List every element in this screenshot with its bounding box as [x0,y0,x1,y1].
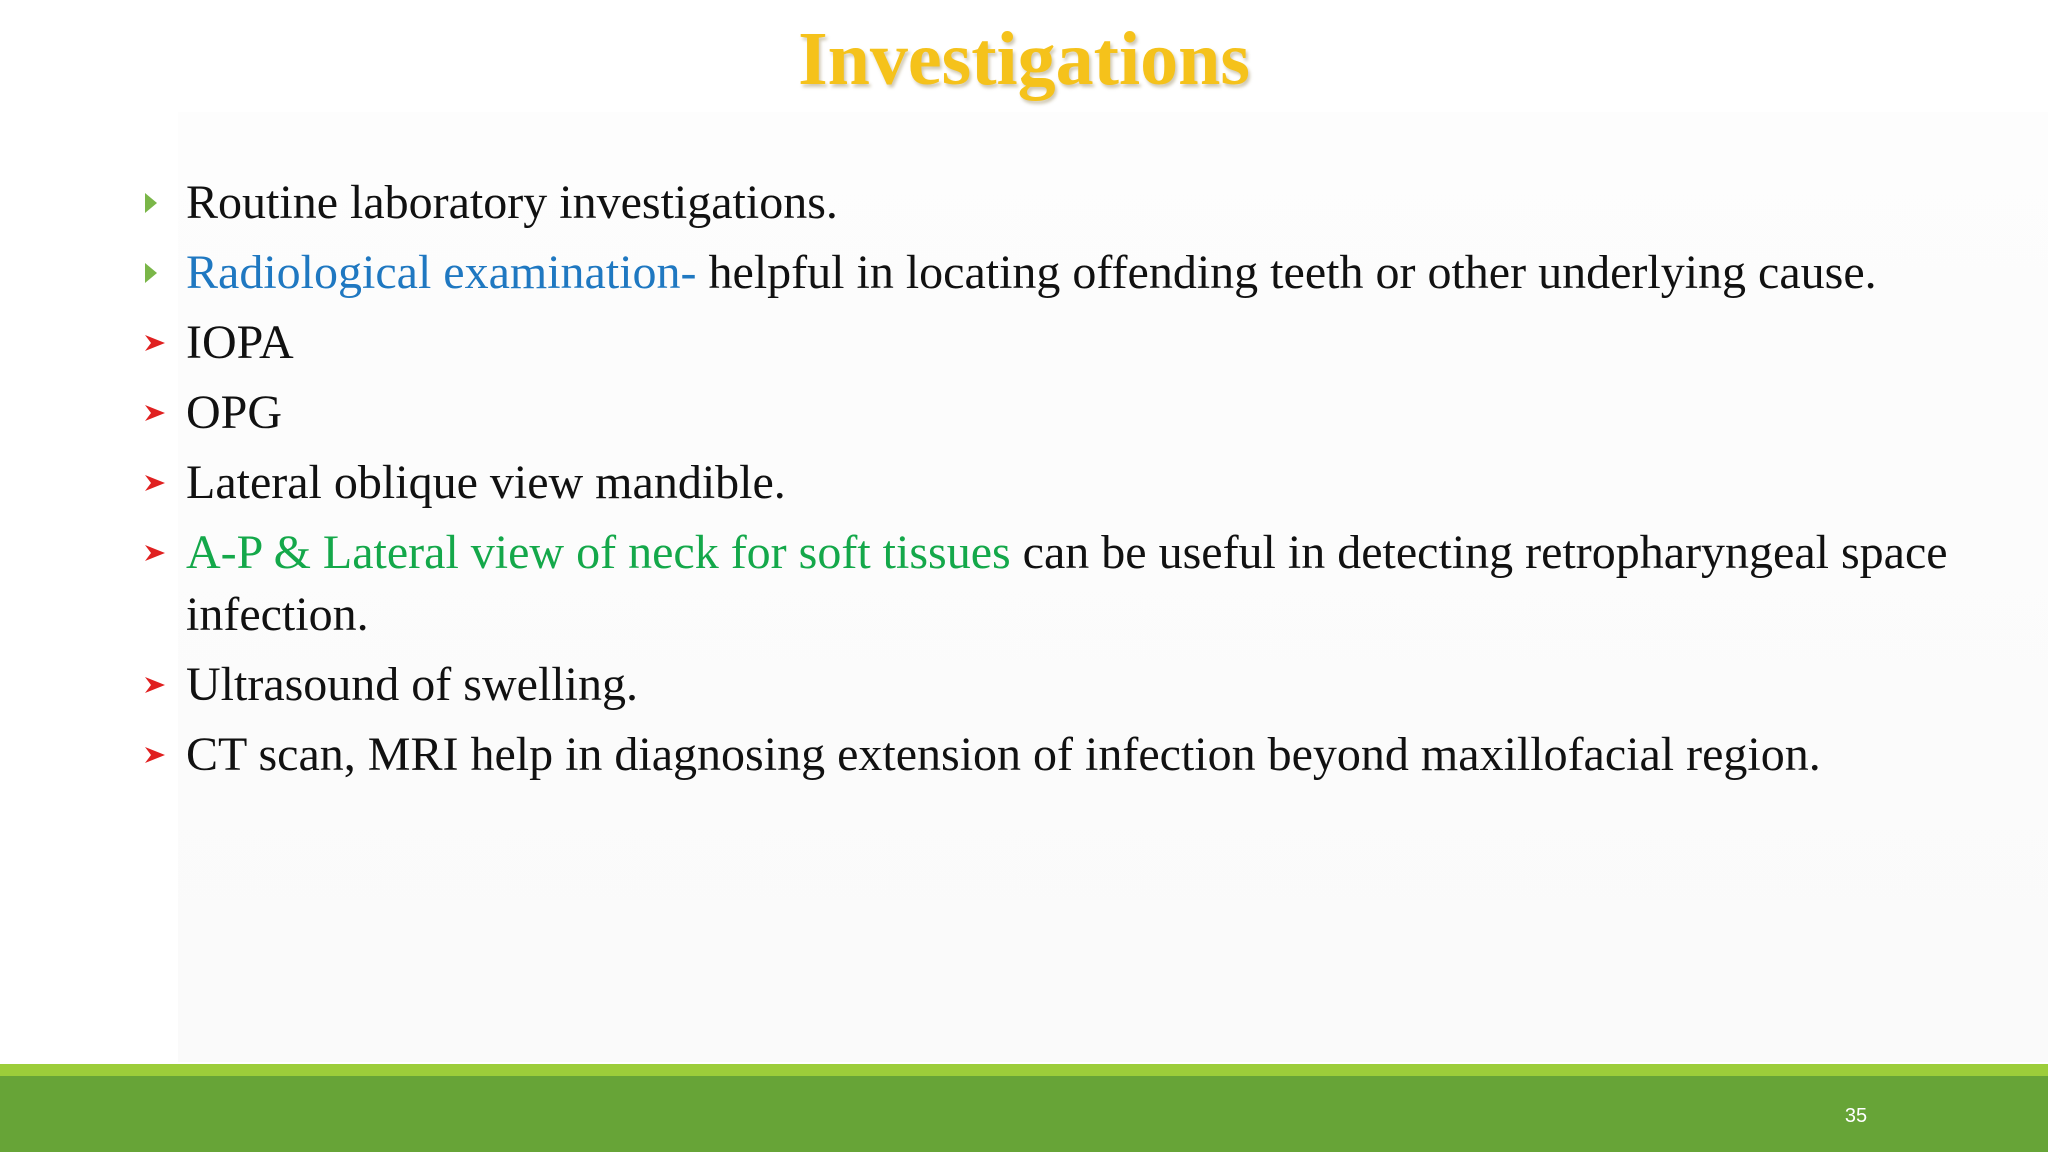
list-item-text: CT scan, MRI help in diagnosing extension of infection beyond maxillofacial region. [186,728,1821,781]
red-arrow-bullet-icon [140,724,170,786]
footer-bar [0,1076,2048,1152]
list-item-highlight: A-P & Lateral view of neck for soft tissues [186,526,1011,579]
list-item [140,452,1970,514]
list-item-text: Ultrasound of swelling. [186,658,638,711]
list-item [140,654,1970,716]
list-item [140,312,1970,374]
list-item [140,242,1970,304]
page-number: 35 [1844,1105,1868,1127]
red-arrow-bullet-icon [140,522,170,584]
list-item-highlight: Radiological examination- [186,246,697,299]
list-item [140,172,1970,234]
list-item [140,724,1970,786]
footer-accent-line [0,1064,2048,1076]
red-arrow-bullet-icon [140,452,170,514]
green-triangle-bullet-icon [140,172,170,234]
list-item-text: IOPA [186,316,294,369]
list-item-text: can be useful in detecting retropharyngeal space infection. [186,526,1948,641]
red-arrow-bullet-icon [140,654,170,716]
list-item-text: Routine laboratory investigations. [186,176,838,229]
list-item [140,522,1970,646]
list-item-text: helpful in locating offending teeth or other underlying cause. [696,246,1877,299]
red-arrow-bullet-icon [140,312,170,374]
list-item [140,382,1970,444]
red-arrow-bullet-icon [140,382,170,444]
green-triangle-bullet-icon [140,242,170,304]
list-item-text: OPG [186,386,283,439]
slide-title: Investigations [798,17,1250,101]
list-item-text: Lateral oblique view mandible. [186,456,786,509]
investigations-list [140,172,1970,794]
